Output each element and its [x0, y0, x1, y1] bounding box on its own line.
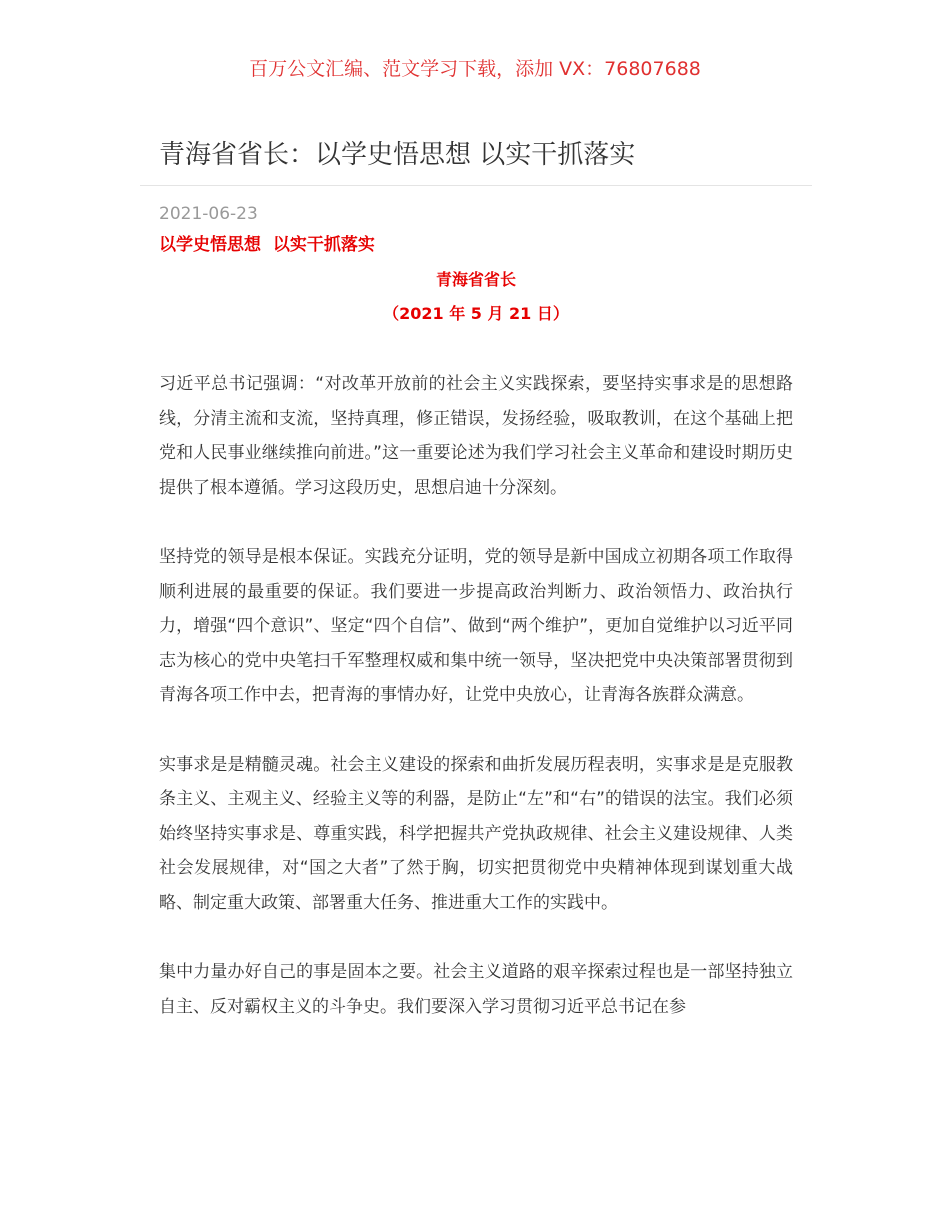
- body-paragraph-3: 实事求是是精髓灵魂。社会主义建设的探索和曲折发展历程表明，实事求是是克服教条主义、主观主义、经验主义等的利器，是防止“左”和“右”的错误的法宝。我们必须始终坚持实事求是、尊重实践，科学把握共产党执政规律、社会主义建设规律、人类社会发展规律，对“国之大者”了然于胸，切实把贯彻党中央精神体现到谋划重大战略、制定重大政策、部署重大任务、推进重大工作的实践中。: [159, 754, 793, 913]
- promo-banner: 百万公文汇编、范文学习下载，添加 VX：76807688: [249, 58, 701, 80]
- article-body: [159, 367, 793, 1059]
- article-author: 青海省省长: [435, 270, 516, 289]
- body-paragraph-2: 坚持党的领导是根本保证。实践充分证明，党的领导是新中国成立初期各项工作取得顺利进展的最重要的保证。我们要进一步提高政治判断力、政治领悟力、政治执行力，增强“四个意识”、坚定“四个自信”、做到“两个维护”，更加自觉维护以习近平同志为核心的党中央笔扫千军整理权威和集中统一领导，坚决把党中央决策部署贯彻到青海各项工作中去，把青海的事情办好，让党中央放心，让青海各族群众满意。: [159, 547, 793, 705]
- speech-date: （2021 年 5 月 21 日）: [383, 304, 569, 323]
- publish-date: 2021-06-23: [159, 204, 258, 224]
- article-title: 青海省省长：以学史悟思想 以实干抓落实: [159, 140, 636, 170]
- title-divider: [140, 185, 812, 186]
- article-sub-heading: 以学史悟思想 以实干抓落实: [159, 235, 375, 255]
- body-paragraph-1: 习近平总书记强调：“对改革开放前的社会主义实践探索，要坚持实事求是的思想路线，分清主流和支流，坚持真理，修正错误，发扬经验，吸取教训，在这个基础上把党和人民事业继续推向前进。”这一重要论述为我们学习社会主义革命和建设时期历史提供了根本遵循。学习这段历史，思想启迪十分深刻。: [159, 374, 793, 498]
- body-paragraph-4: 集中力量办好自己的事是固本之要。社会主义道路的艰辛探索过程也是一部坚持独立自主、反对霸权主义的斗争史。我们要深入学习贯彻习近平总书记在参: [159, 962, 793, 1017]
